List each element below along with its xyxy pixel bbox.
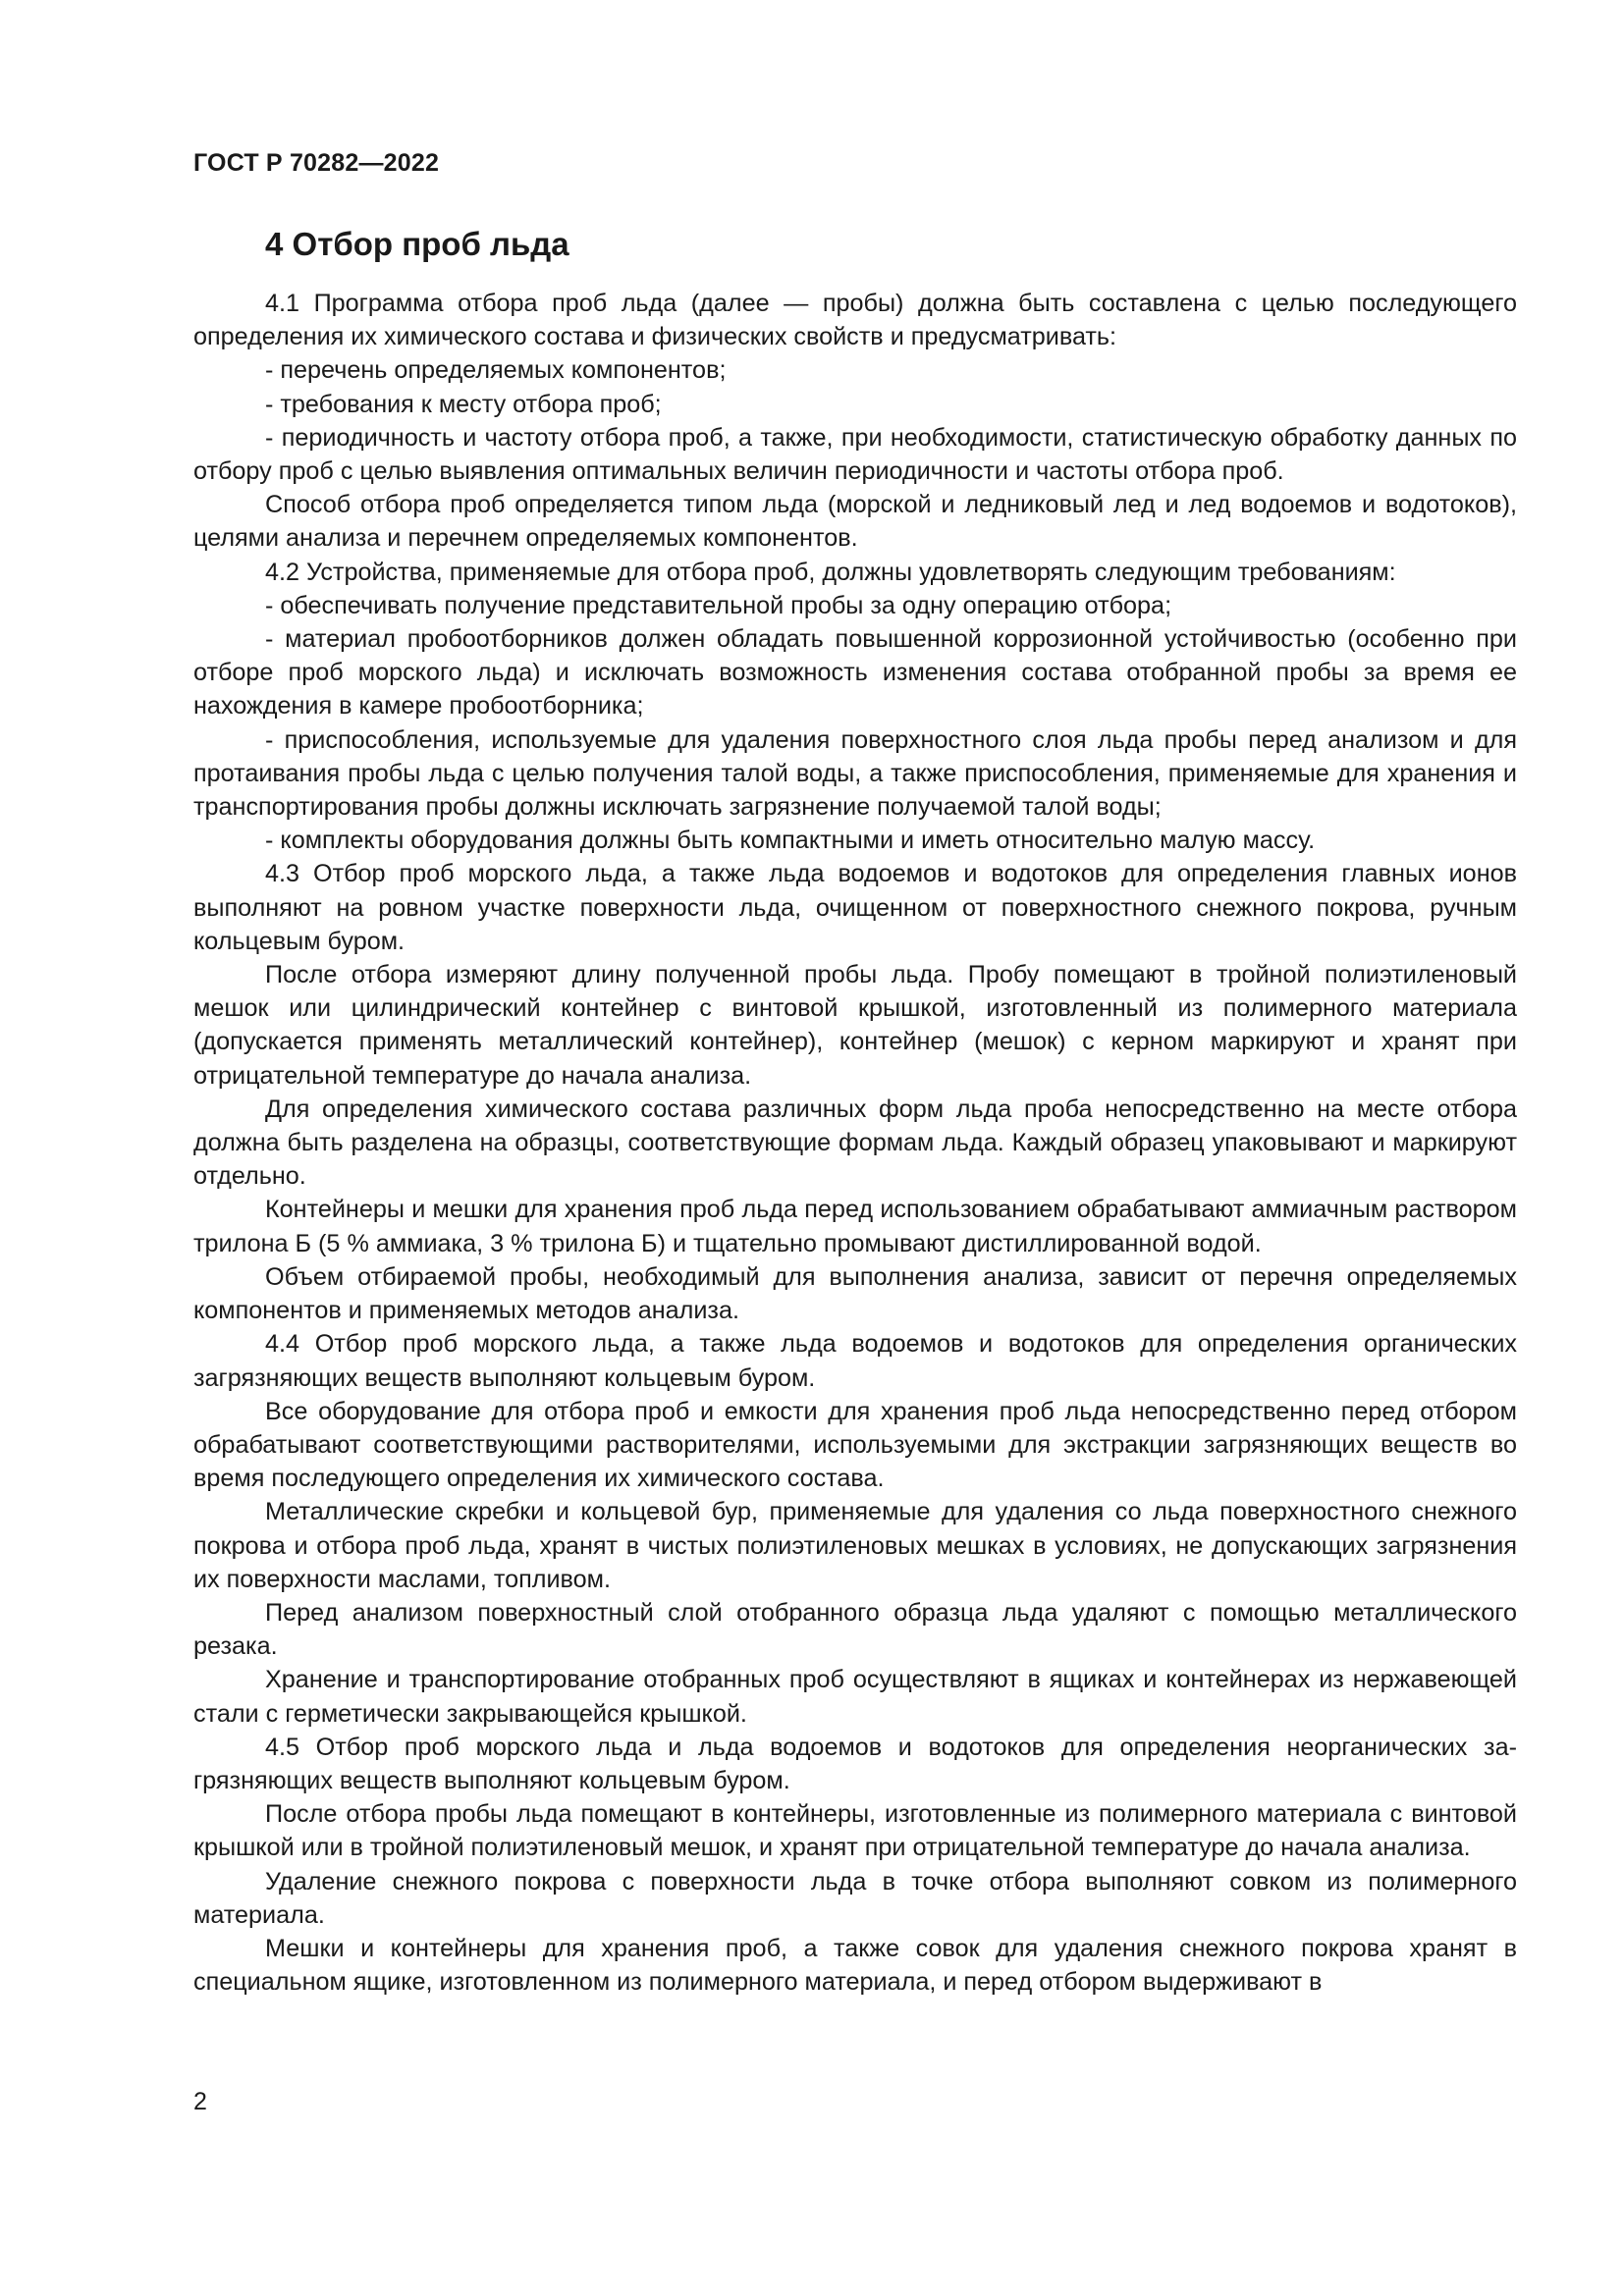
paragraph: - обеспечивать получение представительной пробы за одну операцию отбора; [265, 591, 1172, 619]
paragraph: 4.4 Отбор проб морского льда, а также льда водоемов и водотоков для определения органических загрязняющих веществ выполняют кольцевым буром. [193, 1330, 1517, 1392]
paragraph: После отбора измеряют длину полученной пробы льда. Пробу помещают в тройной полиэтиленовый мешок или цилиндрический контейнер с винтовой крышкой, изготовленный из полимерного материала (допускается применять металлический контейнер), контейнер (мешок) с керном маркируют и хранят при отрицательной температуре до начала анализа. [193, 961, 1517, 1090]
paragraph: 4.1 Программа отбора проб льда (далее — пробы) должна быть составлена с целью последующего определения их химического состава и физических свойств и предусматривать: [193, 290, 1517, 351]
paragraph: Хранение и транспортирование отобранных проб осуществляют в ящиках и контейнерах из нержавеющей стали с герметически закрывающейся крышкой. [193, 1666, 1517, 1728]
section-title: 4 Отбор проб льда [265, 226, 569, 262]
paragraph: 4.3 Отбор проб морского льда, а также льда водоемов и водотоков для определения главных ионов выполняют на ровном участке поверхности льда, очищенном от поверхностного снежного покрова, ручным кольцевым буром. [193, 860, 1517, 955]
paragraph: 4.2 Устройства, применяемые для отбора проб, должны удовлетворять следующим требованиям: [265, 558, 1396, 586]
paragraph: - перечень определяемых компонентов; [265, 356, 727, 385]
paragraph: Контейнеры и мешки для хранения проб льда перед использованием обрабатывают аммиачным раствором трилона Б (5 % аммиака, 3 % трилона Б) и тщательно промывают дистиллированной водой. [193, 1196, 1517, 1257]
paragraph: - периодичность и частоту отбора проб, а также, при необходимости, статистическую обработку данных по отбору проб с целью выявления оптимальных величин периодичности и частоты отбора проб. [193, 423, 1517, 486]
paragraph: Для определения химического состава различных форм льда проба непосредственно на месте отбора должна быть разделена на образцы, соответствующие формам льда. Каждый образец упаковывают и маркируют отдельно. [193, 1095, 1517, 1191]
paragraph: Объем отбираемой пробы, необходимый для выполнения анализа, зависит от перечня определяемых компонентов и применяемых методов анализа. [193, 1262, 1517, 1325]
paragraph: Мешки и контейнеры для хранения проб, а также совок для удаления снежного покрова хранят в специальном ящике, изготовленном из полимерного материала, и перед отбором выдерживают в [193, 1934, 1517, 1997]
paragraph: После отбора пробы льда помещают в контейнеры, изготовленные из полимерного материала с винтовой крышкой или в тройной полиэтиленовый мешок, и хранят при отрицательной температуре до начала анализа. [193, 1800, 1517, 1862]
paragraph: Все оборудование для отбора проб и емкости для хранения проб льда непосредственно перед отбором обрабатывают соответствующими растворителями, используемыми для экстракции загрязняющих веществ во время последующего определения их химического состава. [193, 1397, 1517, 1493]
paragraph: Металлические скребки и кольцевой бур, применяемые для удаления со льда поверхностного снежного покрова и отбора проб льда, хранят в чистых полиэтиленовых мешках в условиях, не допускающих загрязнения их поверхности маслами, топливом. [193, 1498, 1517, 1593]
paragraph: - приспособления, используемые для удаления поверхностного слоя льда пробы перед анализом и для протаивания пробы льда с целью получения талой воды, а также приспособления, применяемые для хранения и транспортирования пробы должны исключать загрязнение получаемой талой воды; [193, 725, 1517, 822]
document-code: ГОСТ Р 70282—2022 [193, 149, 440, 177]
section-body [193, 287, 1517, 1999]
paragraph: - материал пробоотборников должен обладать повышенной коррозионной устойчивостью (особенно при отборе проб морского льда) и исключать возможность изменения состава отобранной пробы за время ее нахождения в камере пробоотборника; [193, 625, 1517, 721]
paragraph: - требования к месту отбора проб; [265, 390, 662, 418]
paragraph: - комплекты оборудования должны быть компактными и иметь относительно малую массу. [265, 827, 1316, 855]
paragraph: Удаление снежного покрова с поверхности льда в точке отбора выполняют совком из полимерного материала. [193, 1867, 1517, 1929]
paragraph: Перед анализом поверхностный слой отобранного образца льда удаляют с помощью металлического резака. [193, 1598, 1517, 1661]
page-number: 2 [193, 2088, 207, 2115]
paragraph: Способ отбора проб определяется типом льда (морской и ледниковый лед и лед водоемов и водотоков), целями анализа и перечнем определяемых компонентов. [193, 491, 1517, 553]
paragraph: 4.5 Отбор проб морского льда и льда водоемов и водотоков для определения неорганических загрязняющих веществ выполняют кольцевым буром. [193, 1733, 1517, 1794]
